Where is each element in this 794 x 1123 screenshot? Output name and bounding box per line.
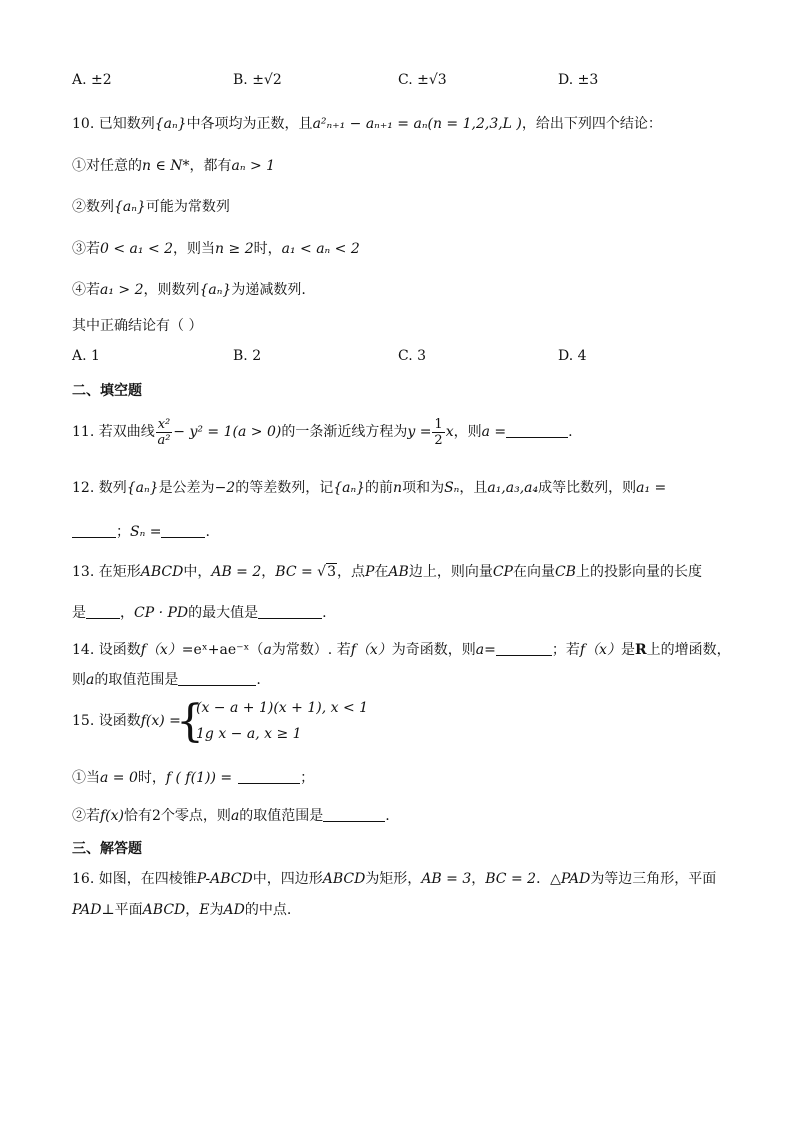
q12-line1	[72, 478, 666, 498]
text: 恰有	[124, 808, 153, 824]
q10-ask: 其中正确结论有（ ）	[72, 318, 203, 334]
text: ．	[536, 871, 551, 887]
math: {aₙ}	[126, 480, 159, 496]
q10-stem	[72, 114, 662, 134]
text: ②若	[72, 808, 100, 824]
q10-option-a: A. 1	[72, 348, 100, 364]
text: 可能为常数列	[145, 199, 230, 215]
text: 14. 设函数	[72, 642, 141, 658]
math: a =	[481, 424, 507, 440]
answer-blank[interactable]	[506, 437, 568, 438]
text: 15. 设函数	[72, 713, 141, 729]
math: P	[365, 564, 375, 580]
text: 是公差为	[158, 480, 215, 496]
math: a₁ < aₙ < 2	[281, 241, 360, 257]
text: ④若	[72, 282, 100, 298]
text: 为递减数列.	[231, 282, 306, 298]
text: 11. 若双曲线	[72, 424, 155, 440]
q12-line2	[72, 522, 210, 542]
q9-option-a: A. ±2	[72, 72, 112, 88]
q9-options	[72, 72, 752, 94]
q15-part-1	[72, 768, 314, 788]
math: − y² = 1(a > 0)	[173, 424, 282, 440]
answer-blank[interactable]	[86, 618, 120, 619]
text: 为奇函数，则	[391, 642, 476, 658]
fraction	[156, 417, 173, 448]
numerator: x²	[157, 416, 171, 432]
math: f(x)	[100, 808, 125, 824]
text: 边上，则向量	[408, 564, 493, 580]
q9-option-d: D. ±3	[558, 72, 599, 88]
text: 是	[72, 605, 86, 621]
math: {aₙ}	[333, 480, 366, 496]
text: 13. 在矩形	[72, 564, 141, 580]
text: 12. 数列	[72, 480, 127, 496]
text: 的最大值是	[188, 605, 259, 621]
text: 的取值范围是	[239, 808, 324, 824]
text: 上的投影向量的长度	[575, 564, 702, 580]
denominator: a²	[157, 432, 171, 448]
text: .	[256, 672, 261, 688]
text: ；	[116, 524, 130, 540]
text: 项和为	[402, 480, 445, 496]
text: 时，	[253, 241, 282, 257]
text: ，都有	[189, 158, 232, 174]
text: 在向量	[512, 564, 555, 580]
text: .	[322, 605, 327, 621]
math: a	[230, 808, 240, 824]
math: f（x）	[350, 642, 392, 658]
math: P-ABCD	[196, 871, 253, 887]
q10-option-c: C. 3	[398, 348, 427, 364]
text: 个零点，则	[160, 808, 231, 824]
text: ②数列	[72, 199, 114, 215]
q10-option-d: D. 4	[558, 348, 587, 364]
text: ，点	[337, 564, 365, 580]
text: ，则	[453, 424, 482, 440]
q13-line1: 13. 在矩形ABCD中，AB = 2，BC = √3，点P在AB边上，则向量CP在向量CB上的投影向量的长度	[72, 564, 702, 580]
q10-option-b: B. 2	[233, 348, 262, 364]
math: a	[86, 672, 95, 688]
math: y =	[407, 424, 432, 440]
q10-conclusion-4	[72, 280, 306, 300]
text: ，	[120, 605, 134, 621]
answer-blank[interactable]	[178, 685, 256, 686]
brace-icon: {	[176, 696, 204, 747]
text: ，	[185, 902, 200, 918]
text: .	[385, 808, 390, 824]
q13-line2	[72, 603, 327, 623]
math: f ( f(1)) =	[165, 770, 233, 786]
text: ③若	[72, 241, 100, 257]
q11	[72, 414, 573, 450]
answer-blank[interactable]	[496, 655, 552, 656]
q9-option-c: C. ±√3	[398, 72, 447, 88]
text: 为等边三角形，平面	[590, 871, 717, 887]
text: ，	[261, 564, 276, 580]
q9-option-b: B. ±√2	[233, 72, 282, 88]
q16-line1	[72, 869, 716, 889]
math: △PAD	[550, 871, 591, 887]
math: AB	[388, 564, 409, 580]
math: n ≥ 2	[215, 241, 254, 257]
math: AB = 3	[421, 871, 472, 887]
math: PAD	[72, 902, 102, 918]
q14-line2	[72, 670, 261, 690]
text: 的中点.	[244, 902, 292, 918]
text: 的一条渐近线方程为	[281, 424, 408, 440]
answer-blank[interactable]	[323, 821, 385, 822]
text: ；若	[551, 642, 580, 658]
math: BC = 2	[485, 871, 537, 887]
math: n	[393, 480, 403, 496]
text: 为	[209, 902, 224, 918]
math: 0 < a₁ < 2	[100, 241, 174, 257]
math: f(x) =	[140, 713, 181, 729]
math: E	[199, 902, 210, 918]
text: 中，	[183, 564, 212, 580]
math: {aₙ}	[114, 199, 146, 215]
text: .	[568, 424, 573, 440]
text: 10. 已知数列	[72, 116, 155, 132]
text: 时，	[137, 770, 166, 786]
text: 中，四边形	[252, 871, 323, 887]
math: a₁ > 2	[100, 282, 144, 298]
q10-options	[72, 348, 752, 370]
q10-conclusion-3	[72, 239, 360, 259]
q15-part-2	[72, 806, 390, 826]
math: a₁,a₃,a₄	[487, 480, 539, 496]
text: 的等差数列，记	[235, 480, 334, 496]
math: a₁ =	[636, 480, 667, 496]
math: x	[445, 424, 454, 440]
math: ABCD	[142, 902, 186, 918]
numerator: 1	[434, 416, 443, 432]
math: AB = 2	[211, 564, 262, 580]
answer-blank[interactable]	[238, 783, 300, 784]
text: ⊥平面	[101, 902, 143, 918]
answer-blank[interactable]	[72, 537, 116, 538]
text: ，则当	[173, 241, 216, 257]
text: 2	[152, 808, 161, 824]
math: aₙ > 1	[231, 158, 276, 174]
text: 的前	[365, 480, 394, 496]
math: a = 0	[100, 770, 138, 786]
vector: CB	[554, 564, 576, 580]
text: ；	[300, 770, 315, 786]
text: ，给出下列四个结论：	[521, 116, 662, 132]
text: 为矩形，	[365, 871, 422, 887]
text: ①当	[72, 770, 100, 786]
math: Sₙ	[444, 480, 460, 496]
fraction	[432, 417, 444, 448]
q14-line1	[72, 640, 731, 660]
radicand: 3	[327, 564, 336, 580]
text: 在	[374, 564, 389, 580]
math: ABCD	[140, 564, 184, 580]
math: BC =	[275, 564, 318, 580]
text: 上的增函数，	[646, 642, 731, 658]
text: ①对任意的	[72, 158, 142, 174]
q15-label	[72, 710, 181, 730]
text: 为常数）. 若	[271, 642, 351, 658]
math: f（x）	[579, 642, 621, 658]
math: AD	[223, 902, 245, 918]
math: a	[263, 642, 272, 658]
text: =	[484, 642, 496, 658]
vector: CP	[492, 564, 513, 580]
math: ABCD	[322, 871, 366, 887]
math: Sₙ =	[130, 524, 162, 540]
math: n ∈ N*	[142, 158, 190, 174]
math: a²ₙ₊₁ − aₙ₊₁ = aₙ(n = 1,2,3,L )	[312, 116, 522, 132]
text: ，且	[459, 480, 488, 496]
denominator: 2	[434, 432, 443, 448]
text: 则	[72, 672, 86, 688]
case-1: (x − a + 1)(x + 1), x < 1	[196, 700, 369, 716]
text: =eˣ+ae⁻ˣ（	[181, 642, 264, 658]
reals-symbol: R	[634, 642, 647, 658]
math: f（x）	[140, 642, 182, 658]
section-solutions: 三、解答题	[72, 841, 142, 857]
answer-blank[interactable]	[161, 537, 205, 538]
text: .	[205, 524, 210, 540]
text: ，则数列	[143, 282, 200, 298]
q10-conclusion-2	[72, 197, 230, 217]
case-2: 1g x − a, x ≥ 1	[196, 726, 302, 742]
math: −2	[214, 480, 236, 496]
math: {aₙ}	[199, 282, 232, 298]
q10-conclusion-1	[72, 156, 275, 176]
text: 成等比数列，则	[538, 480, 637, 496]
text: ，	[471, 871, 486, 887]
text: 是	[620, 642, 635, 658]
text: 的取值范围是	[94, 672, 179, 688]
math: a	[475, 642, 485, 658]
q16-line2	[72, 900, 291, 920]
text: 中各项均为正数，且	[186, 116, 313, 132]
text: 16. 如图，在四棱锥	[72, 871, 197, 887]
answer-blank[interactable]	[258, 618, 322, 619]
section-fill-in: 二、填空题	[72, 383, 142, 399]
math: {aₙ}	[154, 116, 187, 132]
vector-product: CP · PD	[134, 605, 189, 621]
